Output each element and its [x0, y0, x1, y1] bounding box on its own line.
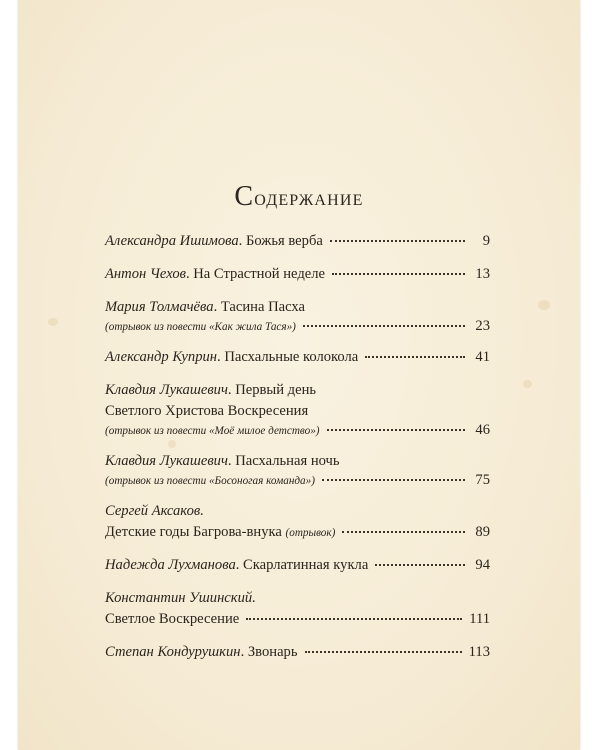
- entry-title: Светлое Воскресение: [105, 611, 240, 627]
- entry-note: (отрывок из повести «Моё милое детство»): [105, 425, 320, 437]
- paper-stain: [538, 300, 550, 310]
- entry-author: Клавдия Лукашевич: [105, 453, 228, 469]
- dot-leader: [322, 478, 465, 481]
- entry-page: 94: [475, 557, 490, 573]
- toc-entry[interactable]: Клавдия Лукашевич . Первый день Светлого Христова Воскресения (отрывок из повести «Моё милое детство») 46: [105, 382, 490, 438]
- dot-leader: [305, 650, 462, 653]
- entry-note: (отрывок из повести «Как жила Тася»): [105, 321, 296, 333]
- entry-author: Александр Куприн: [105, 349, 218, 365]
- entry-author: Константин Ушинский.: [105, 590, 256, 606]
- entry-title: Звонарь: [247, 644, 298, 660]
- dot-leader: [303, 324, 465, 327]
- entry-author: Надежда Лухманова: [105, 557, 236, 573]
- entry-note: (отрывок из повести «Босоногая команда»): [105, 475, 315, 487]
- entry-page: 75: [475, 472, 490, 488]
- entry-title: На Страстной неделе: [193, 266, 325, 282]
- entry-page: 46: [475, 422, 490, 438]
- dot-leader: [330, 239, 465, 242]
- dot-leader: [327, 428, 465, 431]
- entry-title-line1: Первый день: [235, 382, 317, 398]
- entry-title: Божья верба: [245, 233, 323, 249]
- entry-title-line2: Светлого Христова Воскресения: [105, 403, 309, 419]
- toc-entry[interactable]: [105, 501, 490, 543]
- entry-title: Пасхальная ночь: [235, 453, 340, 469]
- entry-author: Александра Ишимова: [105, 233, 239, 249]
- entry-page: 9: [482, 233, 490, 249]
- title-initial: С: [234, 181, 255, 212]
- title-rest: одержание: [254, 185, 364, 210]
- paper-stain: [48, 318, 58, 326]
- entry-title: Скарлатинная кукла: [243, 557, 369, 573]
- entry-note: (отрывок): [285, 527, 336, 539]
- entry-author: Степан Кондурушкин: [105, 644, 241, 660]
- toc-list: [105, 231, 490, 675]
- toc-entry[interactable]: Александра Ишимова . Божья верба 9: [105, 231, 490, 252]
- dot-leader: [332, 272, 465, 275]
- entry-title: Тасина Пасха: [220, 299, 305, 315]
- book-page: [18, 0, 580, 750]
- page-title: [18, 181, 580, 213]
- toc-entry[interactable]: Мария Толмачёва . Тасина Пасха (отрывок из повести «Как жила Тася») 23: [105, 299, 490, 334]
- entry-author: Мария Толмачёва: [105, 299, 214, 315]
- toc-entry[interactable]: [105, 588, 490, 630]
- toc-entry[interactable]: Антон Чехов . На Страстной неделе 13: [105, 264, 490, 285]
- entry-title: Детские годы Багрова-внука: [105, 524, 282, 540]
- entry-page: 113: [468, 644, 490, 660]
- entry-author: Сергей Аксаков.: [105, 503, 204, 519]
- dot-leader: [365, 355, 465, 358]
- entry-page: 23: [475, 318, 490, 334]
- entry-author: Антон Чехов: [105, 266, 186, 282]
- entry-author: Клавдия Лукашевич: [105, 382, 228, 398]
- toc-entry[interactable]: Степан Кондурушкин . Звонарь 113: [105, 642, 490, 663]
- dot-leader: [342, 530, 465, 533]
- paper-stain: [523, 380, 532, 388]
- toc-entry[interactable]: Александр Куприн . Пасхальные колокола 41: [105, 347, 490, 368]
- entry-page: 13: [475, 266, 490, 282]
- entry-title: Пасхальные колокола: [224, 349, 359, 365]
- entry-page: 41: [475, 349, 490, 365]
- entry-page: 111: [469, 611, 490, 627]
- toc-entry[interactable]: Клавдия Лукашевич . Пасхальная ночь (отрывок из повести «Босоногая команда») 75: [105, 453, 490, 488]
- toc-entry[interactable]: Надежда Лухманова . Скарлатинная кукла 94: [105, 555, 490, 576]
- dot-leader: [375, 563, 465, 566]
- entry-page: 89: [475, 524, 490, 540]
- dot-leader: [246, 617, 462, 620]
